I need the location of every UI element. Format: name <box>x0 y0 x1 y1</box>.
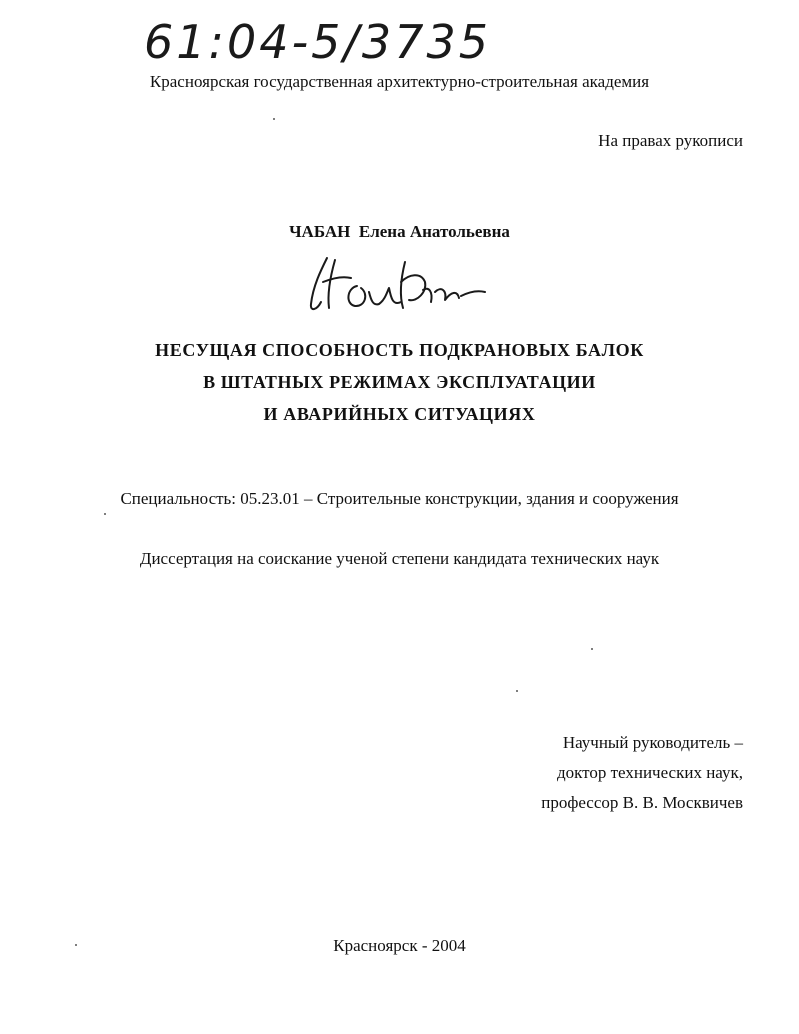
institution-name: Красноярская государственная архитектурно-строительная академия <box>149 72 650 91</box>
author-given-names: Елена Анатольевна <box>358 222 510 241</box>
title-line-3: И АВАРИЙНЫХ СИТУАЦИЯХ <box>263 404 536 424</box>
specialty: Специальность: 05.23.01 – Строительные конструкции, здания и сооружения <box>120 489 679 508</box>
author-signature <box>305 252 490 318</box>
place-year: Красноярск - 2004 <box>333 936 466 955</box>
scan-speck <box>104 513 106 515</box>
title-line-1: НЕСУЩАЯ СПОСОБНОСТЬ ПОДКРАНОВЫХ БАЛОК <box>155 340 644 360</box>
supervisor-name: профессор В. В. Москвичев <box>541 793 743 812</box>
rights-notice: На правах рукописи <box>598 131 743 150</box>
dissertation-type: Диссертация на соискание ученой степени кандидата технических наук <box>139 549 660 568</box>
author-name <box>0 222 799 242</box>
scan-speck <box>273 118 275 120</box>
scan-speck <box>591 648 593 650</box>
supervisor-block <box>541 728 743 818</box>
scan-speck <box>75 944 77 946</box>
supervisor-degree: доктор технических наук, <box>556 763 743 782</box>
handwritten-archive-number <box>140 8 520 70</box>
scan-speck <box>516 690 518 692</box>
supervisor-role: Научный руководитель – <box>562 733 743 752</box>
archive-number-text: 61:04-5/3735 <box>144 15 491 69</box>
title-line-2: В ШТАТНЫХ РЕЖИМАХ ЭКСПЛУАТАЦИИ <box>203 372 596 392</box>
author-surname: ЧАБАН <box>289 222 351 241</box>
dissertation-title <box>0 334 799 430</box>
